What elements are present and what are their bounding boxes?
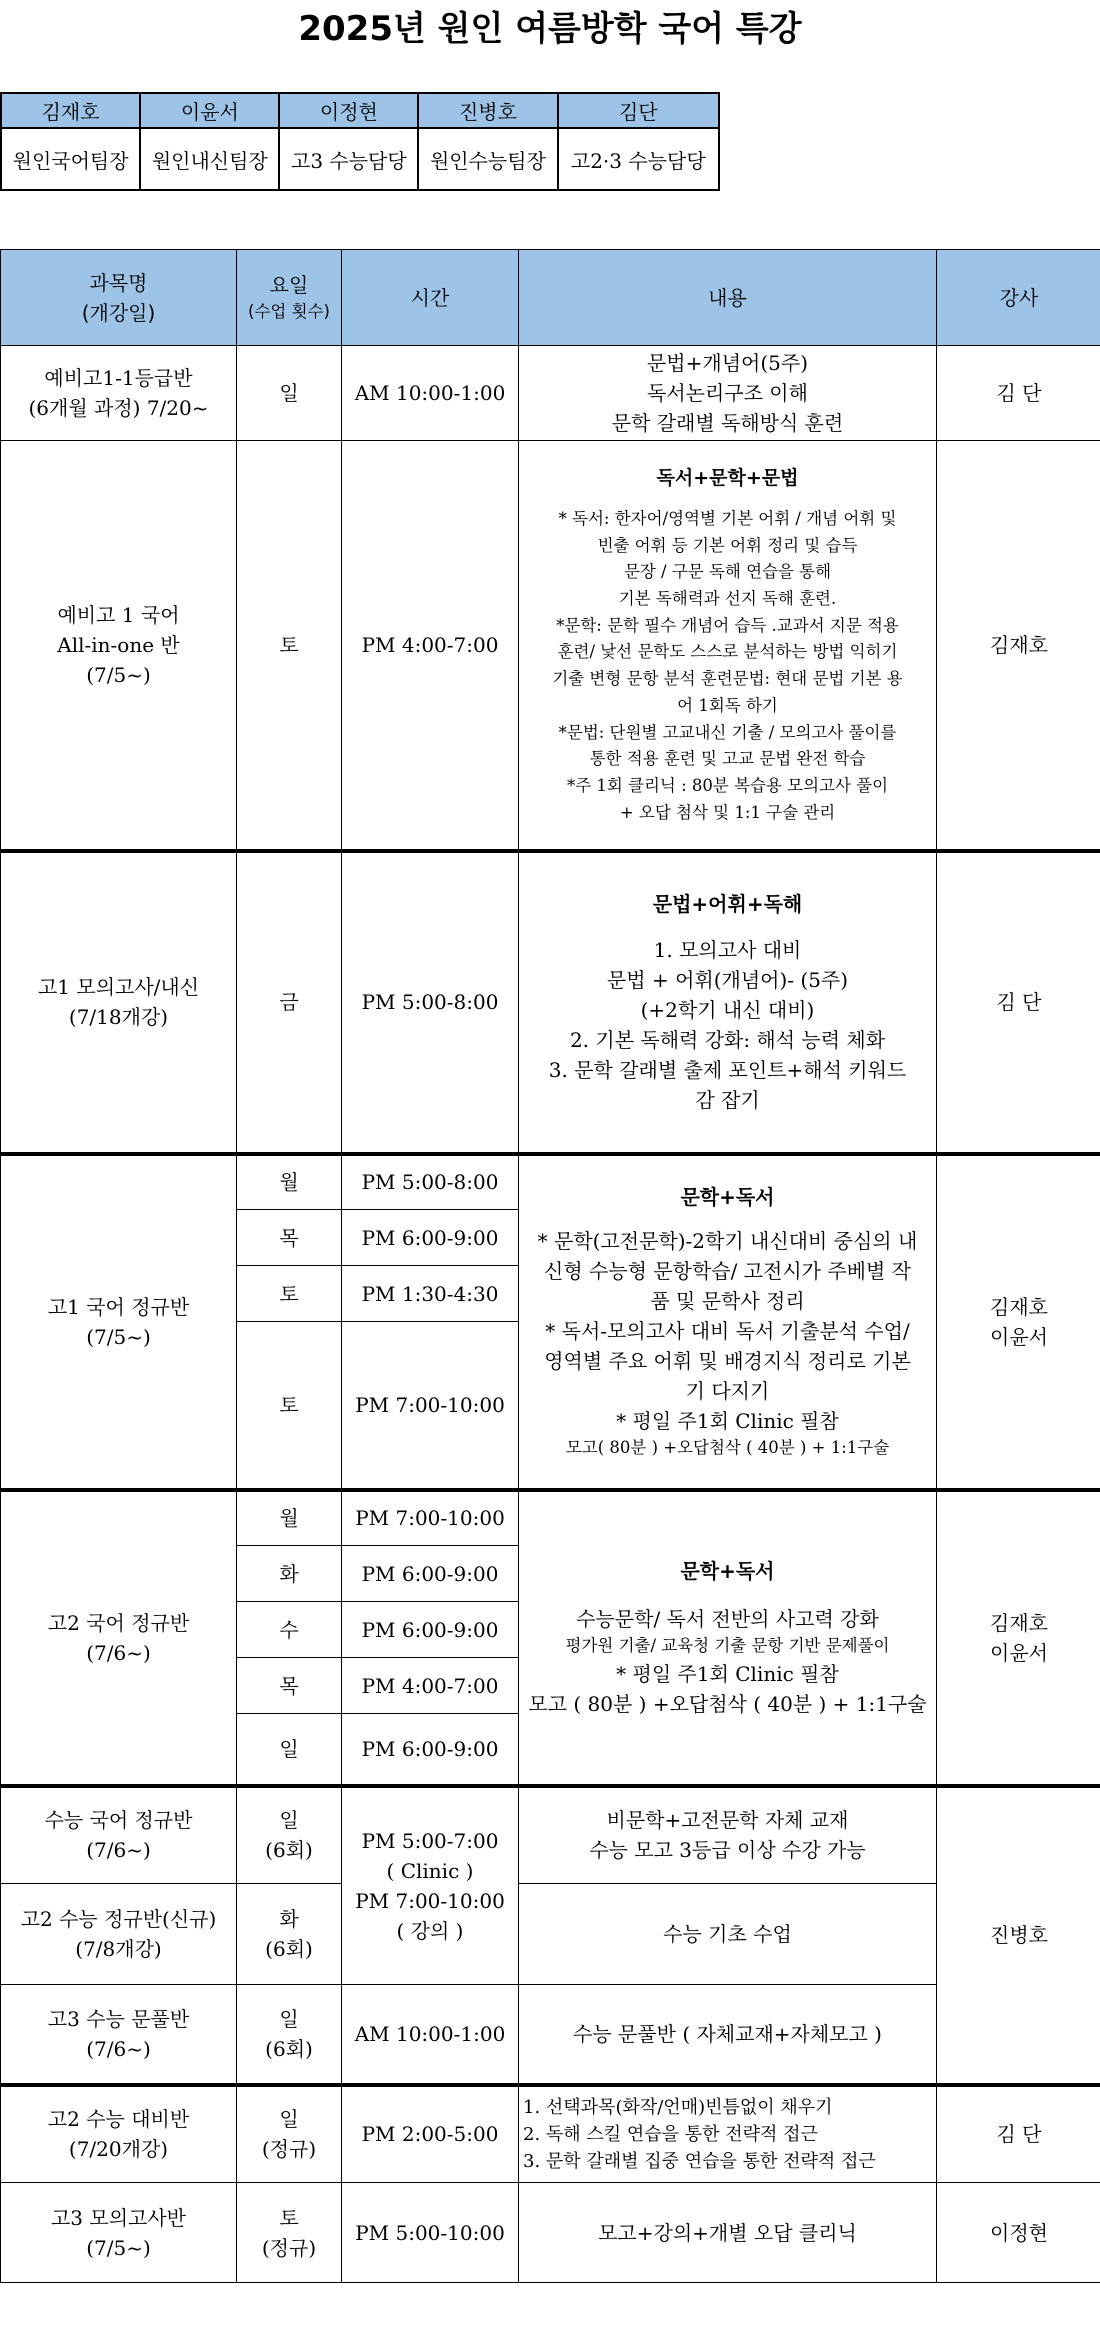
table-row [1,1154,1100,1210]
table-row [1,1884,1100,1985]
course-name: 고3 모의고사반 (7/5~) [1,2183,237,2283]
staff-name: 이윤서 [140,93,279,128]
course-teacher: 이정현 [937,2183,1100,2283]
course-time: AM 10:00-1:00 [342,1985,519,2085]
course-time: PM 2:00-5:00 [342,2085,519,2183]
header-content: 내용 [519,250,937,346]
course-name: 고2 국어 정규반 (7/6~) [1,1490,237,1786]
staff-name: 김재호 [1,93,140,128]
staff-role: 고3 수능담당 [279,128,418,190]
session-time: PM 7:00-10:00 [342,1322,519,1490]
session-day: 토 [237,1322,342,1490]
course-day: 일 (6회) [237,1985,342,2085]
session-time: PM 4:00-7:00 [342,1658,519,1714]
course-time: PM 5:00-8:00 [342,851,519,1154]
course-content: 수능 문풀반 ( 자체교재+자체모고 ) [519,1985,937,2085]
session-day: 목 [237,1658,342,1714]
header-row [1,250,1100,346]
course-name: 예비고1-1등급반 (6개월 과정) 7/20~ [1,346,237,441]
course-day: 화 (6회) [237,1884,342,1985]
session-time: PM 6:00-9:00 [342,1602,519,1658]
session-time: PM 5:00-8:00 [342,1154,519,1210]
course-day: 금 [237,851,342,1154]
course-name: 고1 국어 정규반 (7/5~) [1,1154,237,1490]
table-row [1,2085,1100,2183]
staff-table [0,92,720,191]
session-time: PM 1:30-4:30 [342,1266,519,1322]
course-time: PM 5:00-10:00 [342,2183,519,2283]
course-name: 고3 수능 문풀반 (7/6~) [1,1985,237,2085]
table-row [1,441,1100,851]
staff-name: 이정현 [279,93,418,128]
course-teacher: 김 단 [937,346,1100,441]
table-row [1,1985,1100,2085]
session-day: 화 [237,1546,342,1602]
course-day: 일 [237,346,342,441]
session-time: PM 6:00-9:00 [342,1714,519,1786]
course-content: 문학+독서 * 문학(고전문학)-2학기 내신대비 중심의 내 신형 수능형 문항학습/ 고전시가 주베별 작 품 및 문학사 정리 * 독서-모의고사 대비 독서 기출분석 수업/ 영역별 주요 어휘 및 배경지식 정리로 기본 기 다지기 * 평일 주1회 Clinic 필참 모고( 80분 ) +오답첨삭 ( 40분 ) + 1:1구술 [519,1154,937,1490]
course-teacher: 김재호 이윤서 [937,1490,1100,1786]
staff-roles-row [1,128,719,190]
header-day: 요일 (수업 횟수) [237,250,342,346]
table-row [1,1786,1100,1884]
session-time: PM 6:00-9:00 [342,1546,519,1602]
table-row [1,2183,1100,2283]
staff-role: 고2·3 수능담당 [558,128,719,190]
course-content: 문법+개념어(5주) 독서논리구조 이해 문학 갈래별 독해방식 훈련 [519,346,937,441]
course-teacher: 김재호 이윤서 [937,1154,1100,1490]
schedule-table [0,249,1100,2283]
session-day: 토 [237,1266,342,1322]
course-day: 토 (정규) [237,2183,342,2283]
staff-name: 김단 [558,93,719,128]
course-content: 수능 기초 수업 [519,1884,937,1985]
session-day: 목 [237,1210,342,1266]
course-name: 수능 국어 정규반 (7/6~) [1,1786,237,1884]
course-day: 일 (정규) [237,2085,342,2183]
session-day: 수 [237,1602,342,1658]
page-title: 2025년 원인 여름방학 국어 특강 [298,9,802,49]
course-name: 고2 수능 정규반(신규) (7/8개강) [1,1884,237,1985]
course-content: 비문학+고전문학 자체 교재 수능 모고 3등급 이상 수강 가능 [519,1786,937,1884]
staff-role: 원인내신팀장 [140,128,279,190]
course-time: AM 10:00-1:00 [342,346,519,441]
staff-role: 원인수능팀장 [418,128,557,190]
table-row [1,1490,1100,1546]
staff-name: 진병호 [418,93,557,128]
staff-role: 원인국어팀장 [1,128,140,190]
header-course: 과목명 (개강일) [1,250,237,346]
course-teacher: 김 단 [937,851,1100,1154]
course-name: 고2 수능 대비반 (7/20개강) [1,2085,237,2183]
session-day: 월 [237,1490,342,1546]
course-name: 예비고 1 국어 All-in-one 반 (7/5~) [1,441,237,851]
course-time: PM 5:00-7:00 ( Clinic ) PM 7:00-10:00 ( 강의 ) [342,1786,519,1985]
table-row [1,851,1100,1154]
course-time: PM 4:00-7:00 [342,441,519,851]
course-day: 일 (6회) [237,1786,342,1884]
session-day: 일 [237,1714,342,1786]
course-name: 고1 모의고사/내신 (7/18개강) [1,851,237,1154]
session-time: PM 7:00-10:00 [342,1490,519,1546]
header-time: 시간 [342,250,519,346]
course-content: 모고+강의+개별 오답 클리닉 [519,2183,937,2283]
course-content: 1. 선택과목(화작/언매)빈틈없이 채우기 2. 독해 스킬 연습을 통한 전략적 접근 3. 문학 갈래별 집중 연습을 통한 전략적 접근 [519,2085,937,2183]
session-time: PM 6:00-9:00 [342,1210,519,1266]
staff-names-row [1,93,719,128]
course-teacher: 진병호 [937,1786,1100,2085]
course-teacher: 김재호 [937,441,1100,851]
header-teacher: 강사 [937,250,1100,346]
table-row [1,346,1100,441]
course-content: 문학+독서 수능문학/ 독서 전반의 사고력 강화 평가원 기출/ 교육청 기출 문항 기반 문제풀이 * 평일 주1회 Clinic 필참 모고 ( 80분 ) +오답첨삭 ( 40분 ) + 1:1구술 [519,1490,937,1786]
course-teacher: 김 단 [937,2085,1100,2183]
course-content: 문법+어휘+독해 1. 모의고사 대비 문법 + 어휘(개념어)- (5주) (+2학기 내신 대비) 2. 기본 독해력 강화: 해석 능력 체화 3. 문학 갈래별 출제 포인트+해석 키워드 감 잡기 [519,851,937,1154]
session-day: 월 [237,1154,342,1210]
course-day: 토 [237,441,342,851]
course-content: 독서+문학+문법 * 독서: 한자어/영역별 기본 어휘 / 개념 어휘 및 빈출 어휘 등 기본 어휘 정리 및 습득 문장 / 구문 독해 연습을 통해 기본 독해력과 선지 독해 훈련. *문학: 문학 필수 개념어 습득 .교과서 지문 적용 훈련/ 낯선 문학도 스스로 분석하는 방법 익히기 기출 변형 문항 분석 훈련문법: 현대 문법 기본 용 어 1회독 하기 *문법: 단원별 고교내신 기출 / 모의고사 풀이를 통한 적용 훈련 및 고교 문법 완전 학습 *주 1회 클리닉 : 80분 복습용 모의고사 풀이 + 오답 첨삭 및 1:1 구술 관리 [519,441,937,851]
